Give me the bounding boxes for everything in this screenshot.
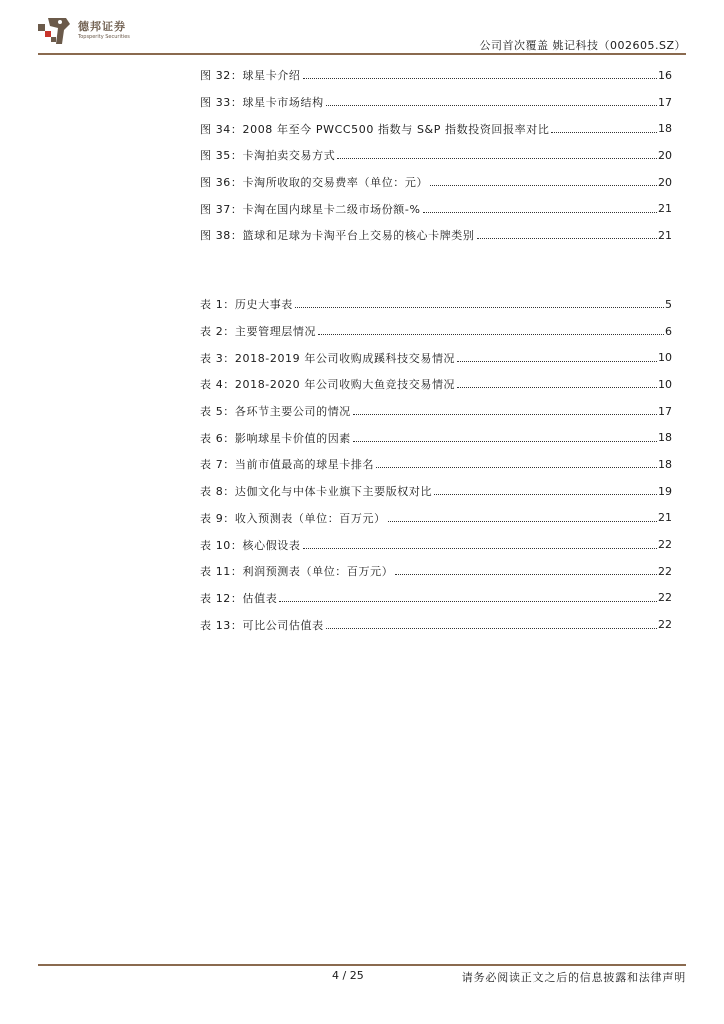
dot-leader	[430, 184, 657, 186]
table-entry-page: 17	[658, 404, 672, 418]
figure-entry-label: 图 34：2008 年至今 PWCC500 指数与 S&P 指数投资回报率对比	[200, 122, 550, 136]
dot-leader	[388, 520, 657, 522]
logo-text-en: Topsperity Securities	[78, 34, 130, 40]
figure-entry-page: 21	[658, 228, 672, 242]
figure-entry[interactable]	[200, 142, 672, 169]
figure-entry[interactable]	[200, 89, 672, 116]
table-list	[200, 291, 672, 638]
figure-entry-page: 18	[658, 122, 672, 136]
dot-leader	[337, 157, 657, 159]
dot-leader	[303, 547, 658, 549]
table-entry-page: 18	[658, 457, 672, 471]
table-entry-page: 18	[658, 431, 672, 445]
table-entry-label: 表 2：主要管理层情况	[200, 325, 317, 339]
page-header	[0, 0, 724, 56]
table-entry[interactable]	[200, 505, 672, 532]
table-entry[interactable]	[200, 478, 672, 505]
figure-entry[interactable]	[200, 195, 672, 222]
dot-leader	[376, 466, 657, 468]
table-entry-label: 表 13：可比公司估值表	[200, 618, 324, 632]
table-entry-label: 表 4：2018-2020 年公司收购大鱼竞技交易情况	[200, 378, 456, 392]
table-entry[interactable]	[200, 291, 672, 318]
report-title: 公司首次覆盖 姚记科技（002605.SZ）	[479, 39, 686, 52]
company-logo	[38, 16, 148, 48]
logo-text-cn: 德邦证券	[78, 20, 126, 33]
dot-leader	[326, 627, 657, 629]
table-entry[interactable]	[200, 424, 672, 451]
figure-list	[200, 62, 672, 249]
table-entry[interactable]	[200, 371, 672, 398]
figure-entry[interactable]	[200, 169, 672, 196]
page-number: 4 / 25	[332, 969, 364, 982]
table-entry-label: 表 7：当前市值最高的球星卡排名	[200, 458, 375, 472]
table-entry[interactable]	[200, 611, 672, 638]
legal-disclaimer: 请务必阅读正文之后的信息披露和法律声明	[461, 971, 686, 984]
figure-entry-label: 图 32：球星卡介绍	[200, 69, 301, 83]
table-entry-label: 表 10：核心假设表	[200, 538, 301, 552]
table-entry-page: 22	[658, 538, 672, 552]
table-entry-label: 表 8：达伽文化与中体卡业旗下主要版权对比	[200, 485, 433, 499]
table-entry-page: 10	[658, 351, 672, 365]
table-entry-page: 19	[658, 484, 672, 498]
table-entry[interactable]	[200, 558, 672, 585]
table-entry-label: 表 6：影响球星卡价值的因素	[200, 431, 351, 445]
table-entry[interactable]	[200, 531, 672, 558]
dot-leader	[551, 131, 657, 133]
table-entry-page: 21	[658, 511, 672, 525]
figure-entry-page: 20	[658, 148, 672, 162]
footer-divider	[38, 964, 686, 966]
table-entry[interactable]	[200, 451, 672, 478]
dot-leader	[423, 211, 657, 213]
table-entry-page: 22	[658, 564, 672, 578]
dot-leader	[434, 493, 657, 495]
table-entry[interactable]	[200, 585, 672, 612]
table-entry[interactable]	[200, 398, 672, 425]
table-entry-label: 表 11：利润预测表（单位：百万元）	[200, 565, 394, 579]
table-entry-page: 22	[658, 591, 672, 605]
table-entry-page: 6	[665, 324, 672, 338]
figure-entry-label: 图 36：卡淘所收取的交易费率（单位：元）	[200, 176, 429, 190]
figure-entry-label: 图 38：篮球和足球为卡淘平台上交易的核心卡牌类别	[200, 229, 475, 243]
table-entry-page: 5	[665, 297, 672, 311]
dot-leader	[457, 360, 657, 362]
figure-entry[interactable]	[200, 62, 672, 89]
table-entry-page: 10	[658, 377, 672, 391]
table-entry[interactable]	[200, 344, 672, 371]
figure-entry-label: 图 35：卡淘拍卖交易方式	[200, 149, 336, 163]
figure-entry[interactable]	[200, 115, 672, 142]
figure-entry-page: 16	[658, 68, 672, 82]
dot-leader	[477, 237, 658, 239]
logo-mark-icon	[38, 16, 72, 46]
dot-leader	[353, 413, 657, 415]
figure-entry-page: 17	[658, 95, 672, 109]
table-entry-label: 表 5：各环节主要公司的情况	[200, 405, 351, 419]
table-entry-label: 表 3：2018-2019 年公司收购成蹊科技交易情况	[200, 351, 456, 365]
dot-leader	[395, 573, 657, 575]
table-entry-page: 22	[658, 618, 672, 632]
figure-entry-label: 图 37：卡淘在国内球星卡二级市场份额-%	[200, 202, 421, 216]
figure-entry[interactable]	[200, 222, 672, 249]
table-entry-label: 表 12：估值表	[200, 591, 278, 605]
table-entry[interactable]	[200, 318, 672, 345]
dot-leader	[279, 600, 657, 602]
dot-leader	[326, 104, 657, 106]
figure-entry-label: 图 33：球星卡市场结构	[200, 96, 324, 110]
dot-leader	[295, 306, 664, 308]
dot-leader	[353, 440, 657, 442]
table-entry-label: 表 1：历史大事表	[200, 298, 293, 312]
dot-leader	[303, 77, 658, 79]
figure-entry-page: 20	[658, 175, 672, 189]
dot-leader	[457, 386, 657, 388]
dot-leader	[318, 333, 664, 335]
figure-entry-page: 21	[658, 202, 672, 216]
table-entry-label: 表 9：收入预测表（单位：百万元）	[200, 511, 386, 525]
header-divider	[38, 53, 686, 55]
